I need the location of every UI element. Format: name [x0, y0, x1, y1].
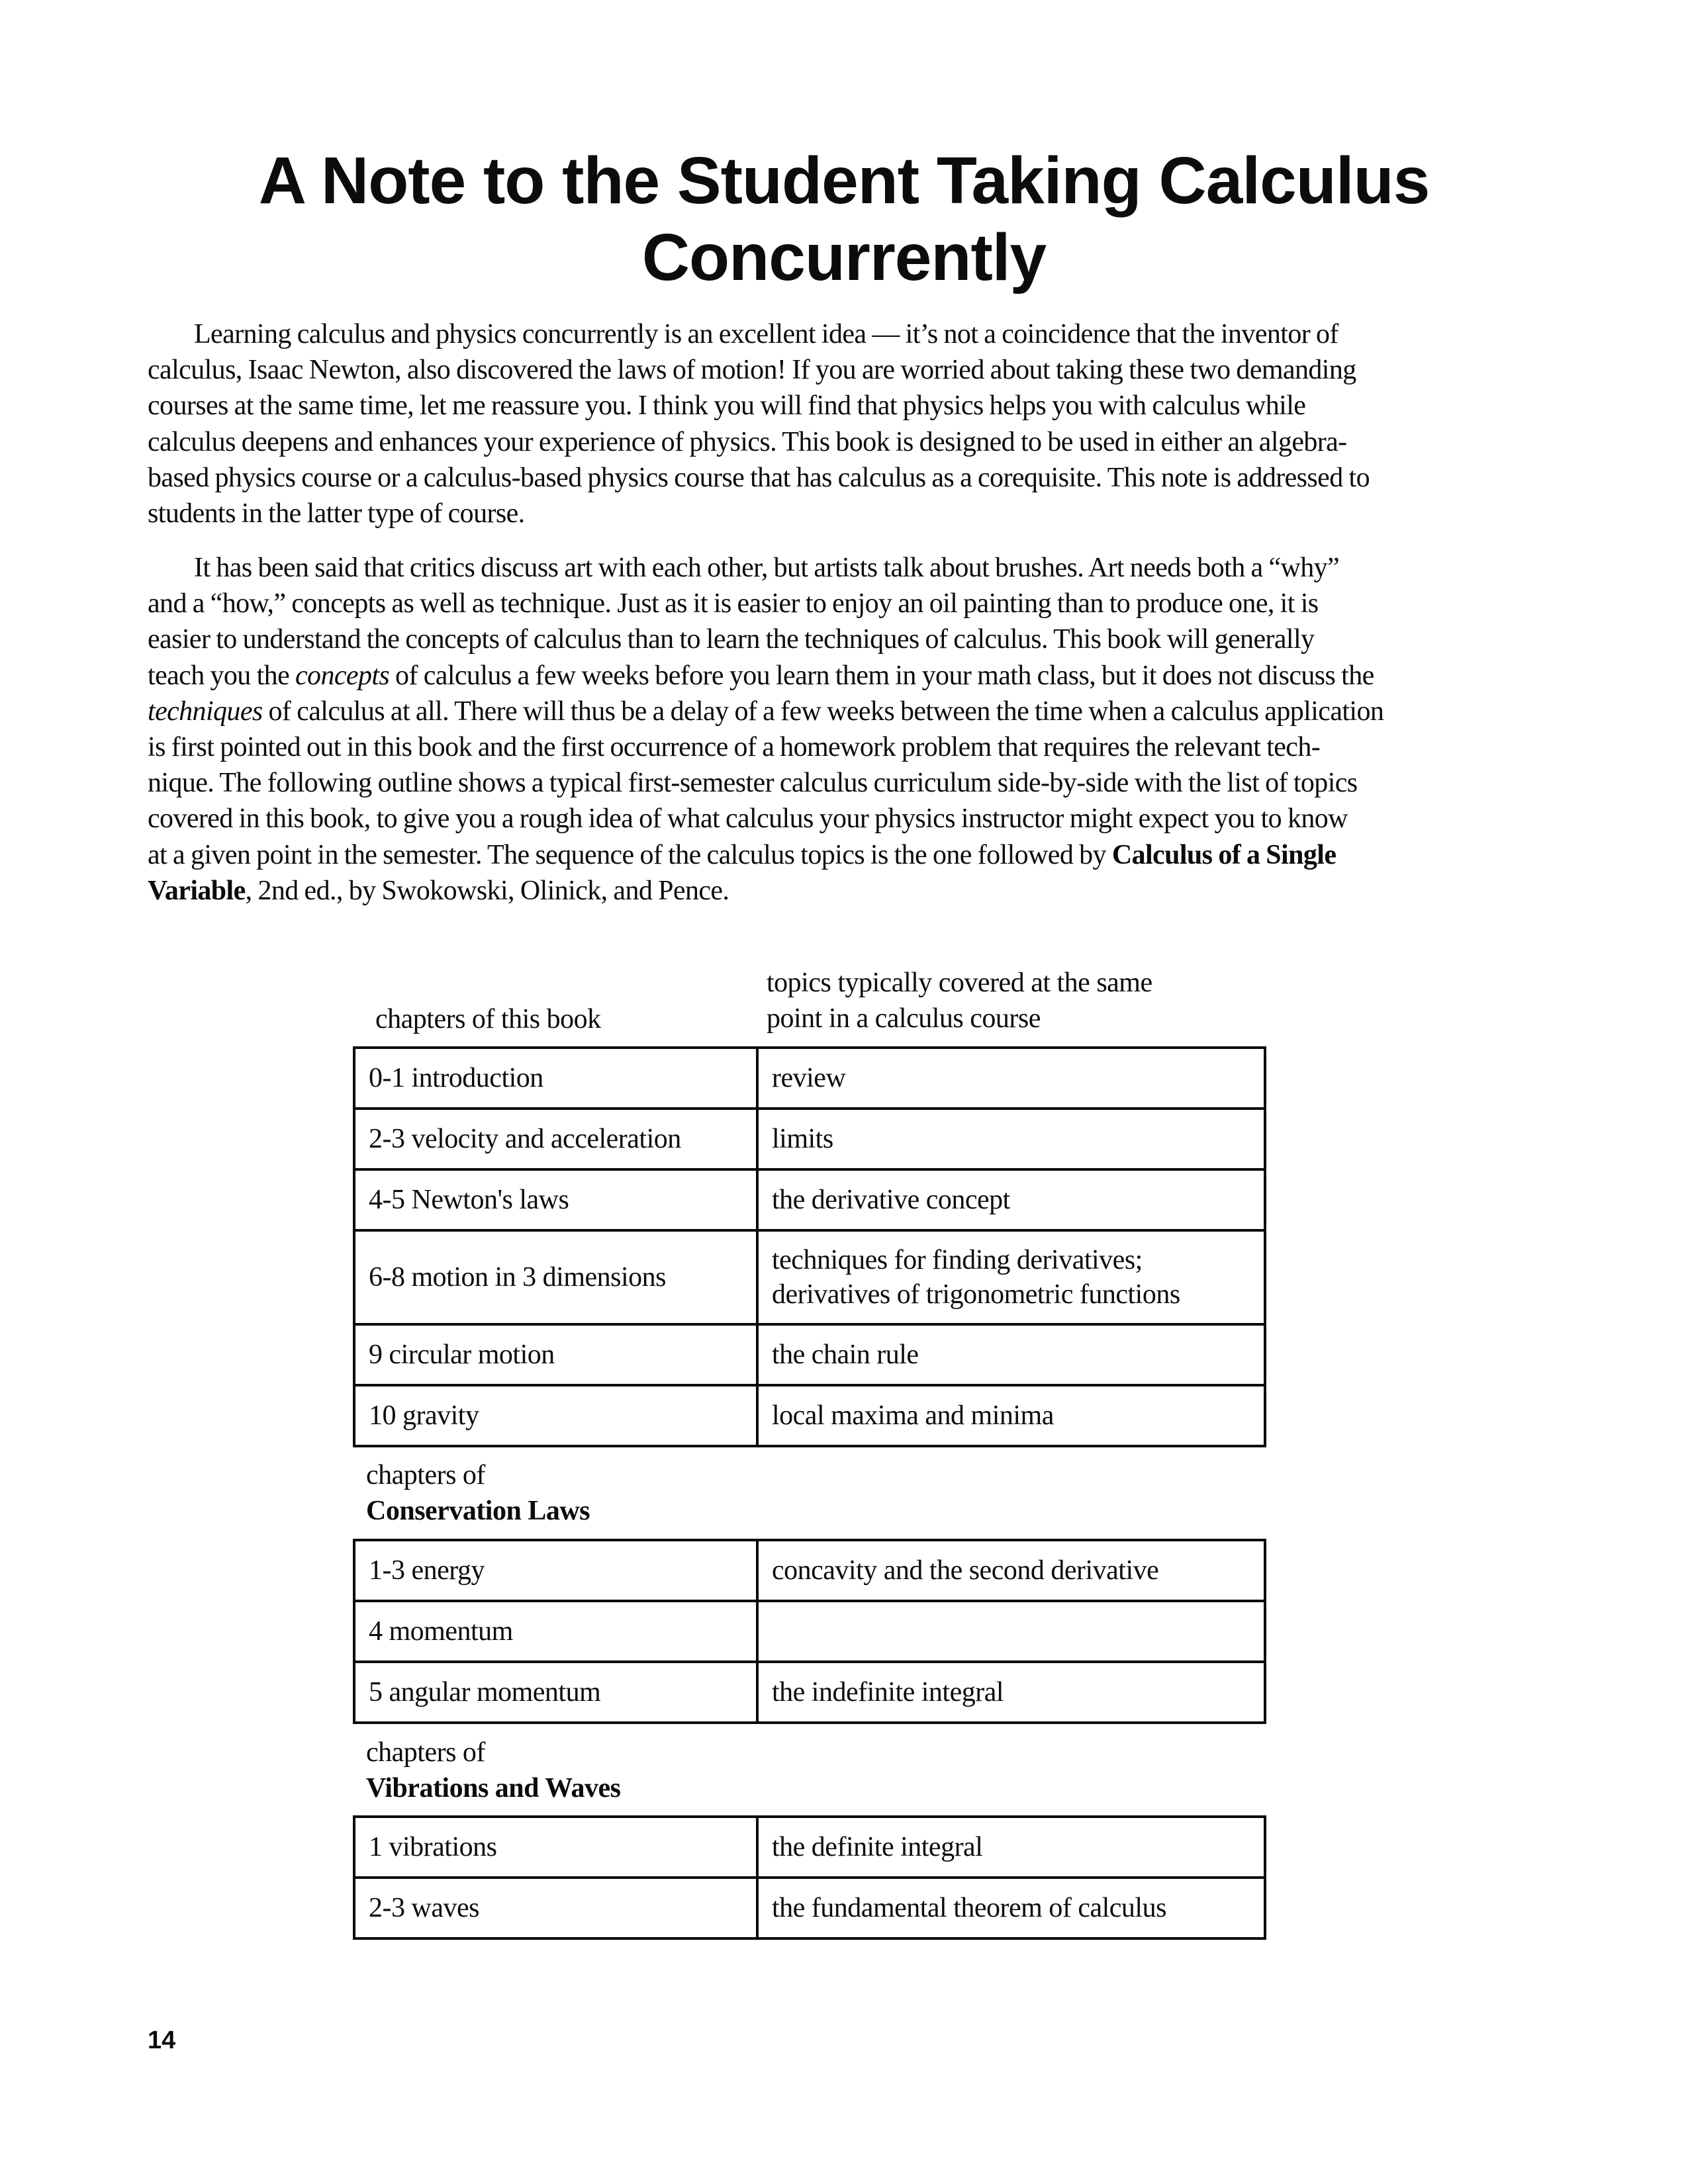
- page-title: [0, 142, 1688, 296]
- table-row: [354, 1540, 1265, 1601]
- topic-cell: [757, 1230, 1265, 1324]
- section-vibrations-waves: [366, 1735, 620, 1806]
- text-line: [148, 729, 1478, 765]
- topic-cell: [757, 1540, 1265, 1601]
- table-row: [354, 1878, 1265, 1938]
- topic-line: the derivative concept: [772, 1185, 1010, 1215]
- text-segment: at a given point in the semester. The sequence of the calculus topics is the one followed by: [148, 839, 1112, 870]
- topic-cell: [757, 1878, 1265, 1938]
- book-title: Conservation Laws: [366, 1496, 590, 1526]
- table-row: [354, 1230, 1265, 1324]
- header-topics-line-1: topics typically covered at the same: [767, 968, 1152, 998]
- text-segment: , 2nd ed., by Swokowski, Olinick, and Pence.: [245, 875, 729, 906]
- text-line: [148, 586, 1478, 621]
- title-line-2: Concurrently: [641, 220, 1047, 295]
- text-line: [148, 550, 1478, 586]
- text-segment: is first pointed out in this book and the first occurrence of a homework problem that requires the relevant tech-: [148, 731, 1321, 762]
- text-line: [148, 694, 1478, 729]
- chapter-cell: 4-5 Newton's laws: [354, 1169, 757, 1230]
- section-label: chapters of: [366, 1737, 485, 1768]
- text-segment: courses at the same time, let me reassure you. I think you will find that physics helps you with calculus while: [148, 390, 1306, 422]
- topic-cell: [757, 1385, 1265, 1446]
- text-segment: It has been said that critics discuss art with each other, but artists talk about brushes. Art needs both a “why”: [194, 553, 1340, 583]
- paragraph-1: [148, 316, 1478, 531]
- text-segment: covered in this book, to give you a rough idea of what calculus your physics instructor might expect you to know: [148, 803, 1348, 835]
- text-line: [148, 621, 1478, 657]
- table-row: [354, 1385, 1265, 1446]
- text-segment: students in the latter type of course.: [148, 498, 525, 529]
- book-title: Vibrations and Waves: [366, 1773, 621, 1803]
- topic-line: the chain rule: [772, 1340, 919, 1370]
- text-line: [148, 424, 1478, 460]
- text-line: [148, 765, 1478, 801]
- topic-cell: [757, 1662, 1265, 1723]
- header-topics: [767, 965, 1152, 1036]
- chapter-cell: 9 circular motion: [354, 1324, 757, 1385]
- paragraph-2: [148, 550, 1478, 909]
- table-row: [354, 1662, 1265, 1723]
- text-segment: easier to understand the concepts of calculus than to learn the techniques of calculus. This book will generally: [148, 624, 1315, 655]
- table-row: [354, 1817, 1265, 1878]
- topic-cell: [757, 1601, 1265, 1662]
- chapter-cell: 4 momentum: [354, 1601, 757, 1662]
- section-conservation-laws: [366, 1457, 590, 1529]
- curriculum-table-3: [353, 1815, 1266, 1940]
- text-segment: of calculus at all. There will thus be a delay of a few weeks between the time when a calculus application: [262, 696, 1384, 727]
- topic-line: derivatives of trigonometric functions: [772, 1279, 1180, 1310]
- text-line: [148, 388, 1478, 424]
- title-line-1: A Note to the Student Taking Calculus: [258, 144, 1430, 218]
- bold-text: Calculus of a Single: [1111, 839, 1336, 870]
- chapter-cell: 10 gravity: [354, 1385, 757, 1446]
- chapter-cell: 1-3 energy: [354, 1540, 757, 1601]
- section-label: chapters of: [366, 1460, 485, 1490]
- page-number: 14: [148, 2026, 176, 2054]
- chapter-cell: 2-3 waves: [354, 1878, 757, 1938]
- text-segment: of calculus a few weeks before you learn them in your math class, but it does not discuss the: [389, 660, 1374, 691]
- table-row: [354, 1169, 1265, 1230]
- text-line: [148, 460, 1478, 496]
- text-line: [148, 316, 1478, 352]
- curriculum-table-2: [353, 1539, 1266, 1724]
- text-line: [148, 658, 1478, 694]
- text-segment: calculus deepens and enhances your experience of physics. This book is designed to be used in either an algebra-: [148, 426, 1347, 457]
- topic-line: limits: [772, 1124, 833, 1154]
- text-segment: Learning calculus and physics concurrently is an excellent idea — it’s not a coincidence that the inventor of: [194, 319, 1338, 349]
- emphasis-text: concepts: [295, 660, 390, 691]
- chapter-cell: 0-1 introduction: [354, 1048, 757, 1109]
- topic-cell: [757, 1324, 1265, 1385]
- text-segment: calculus, Isaac Newton, also discovered the laws of motion! If you are worried about taking these two demanding: [148, 355, 1356, 386]
- topic-cell: [757, 1817, 1265, 1878]
- text-line: [148, 801, 1478, 837]
- topic-line: concavity and the second derivative: [772, 1555, 1159, 1586]
- chapter-cell: 2-3 velocity and acceleration: [354, 1109, 757, 1169]
- topic-line: the fundamental theorem of calculus: [772, 1893, 1166, 1923]
- header-topics-line-2: point in a calculus course: [767, 1003, 1041, 1034]
- chapter-cell: 1 vibrations: [354, 1817, 757, 1878]
- curriculum-table-1: [353, 1046, 1266, 1447]
- topic-line: the indefinite integral: [772, 1677, 1004, 1707]
- text-segment: teach you the: [148, 660, 296, 691]
- table-row: [354, 1324, 1265, 1385]
- text-segment: nique. The following outline shows a typical first-semester calculus curriculum side-by-side with the list of topics: [148, 768, 1358, 799]
- topic-cell: [757, 1169, 1265, 1230]
- bold-text: Variable: [148, 875, 246, 906]
- topic-line: the definite integral: [772, 1832, 983, 1862]
- text-line: [148, 496, 1478, 531]
- topic-line: local maxima and minima: [772, 1400, 1054, 1431]
- text-line: [148, 352, 1478, 388]
- table-row: [354, 1601, 1265, 1662]
- topic-line: review: [772, 1063, 846, 1093]
- table-row: [354, 1048, 1265, 1109]
- chapter-cell: 6-8 motion in 3 dimensions: [354, 1230, 757, 1324]
- chapter-cell: 5 angular momentum: [354, 1662, 757, 1723]
- topic-cell: [757, 1109, 1265, 1169]
- text-segment: and a “how,” concepts as well as technique. Just as it is easier to enjoy an oil painting than to produce one, it is: [148, 588, 1319, 619]
- text-line: [148, 837, 1478, 873]
- text-segment: based physics course or a calculus-based physics course that has calculus as a corequisite. This note is addressed to: [148, 462, 1370, 493]
- header-chapters: chapters of this book: [375, 1004, 601, 1034]
- emphasis-text: techniques: [148, 696, 263, 727]
- text-line: [148, 873, 1478, 909]
- topic-line: techniques for finding derivatives;: [772, 1245, 1143, 1275]
- table-row: [354, 1109, 1265, 1169]
- topic-cell: [757, 1048, 1265, 1109]
